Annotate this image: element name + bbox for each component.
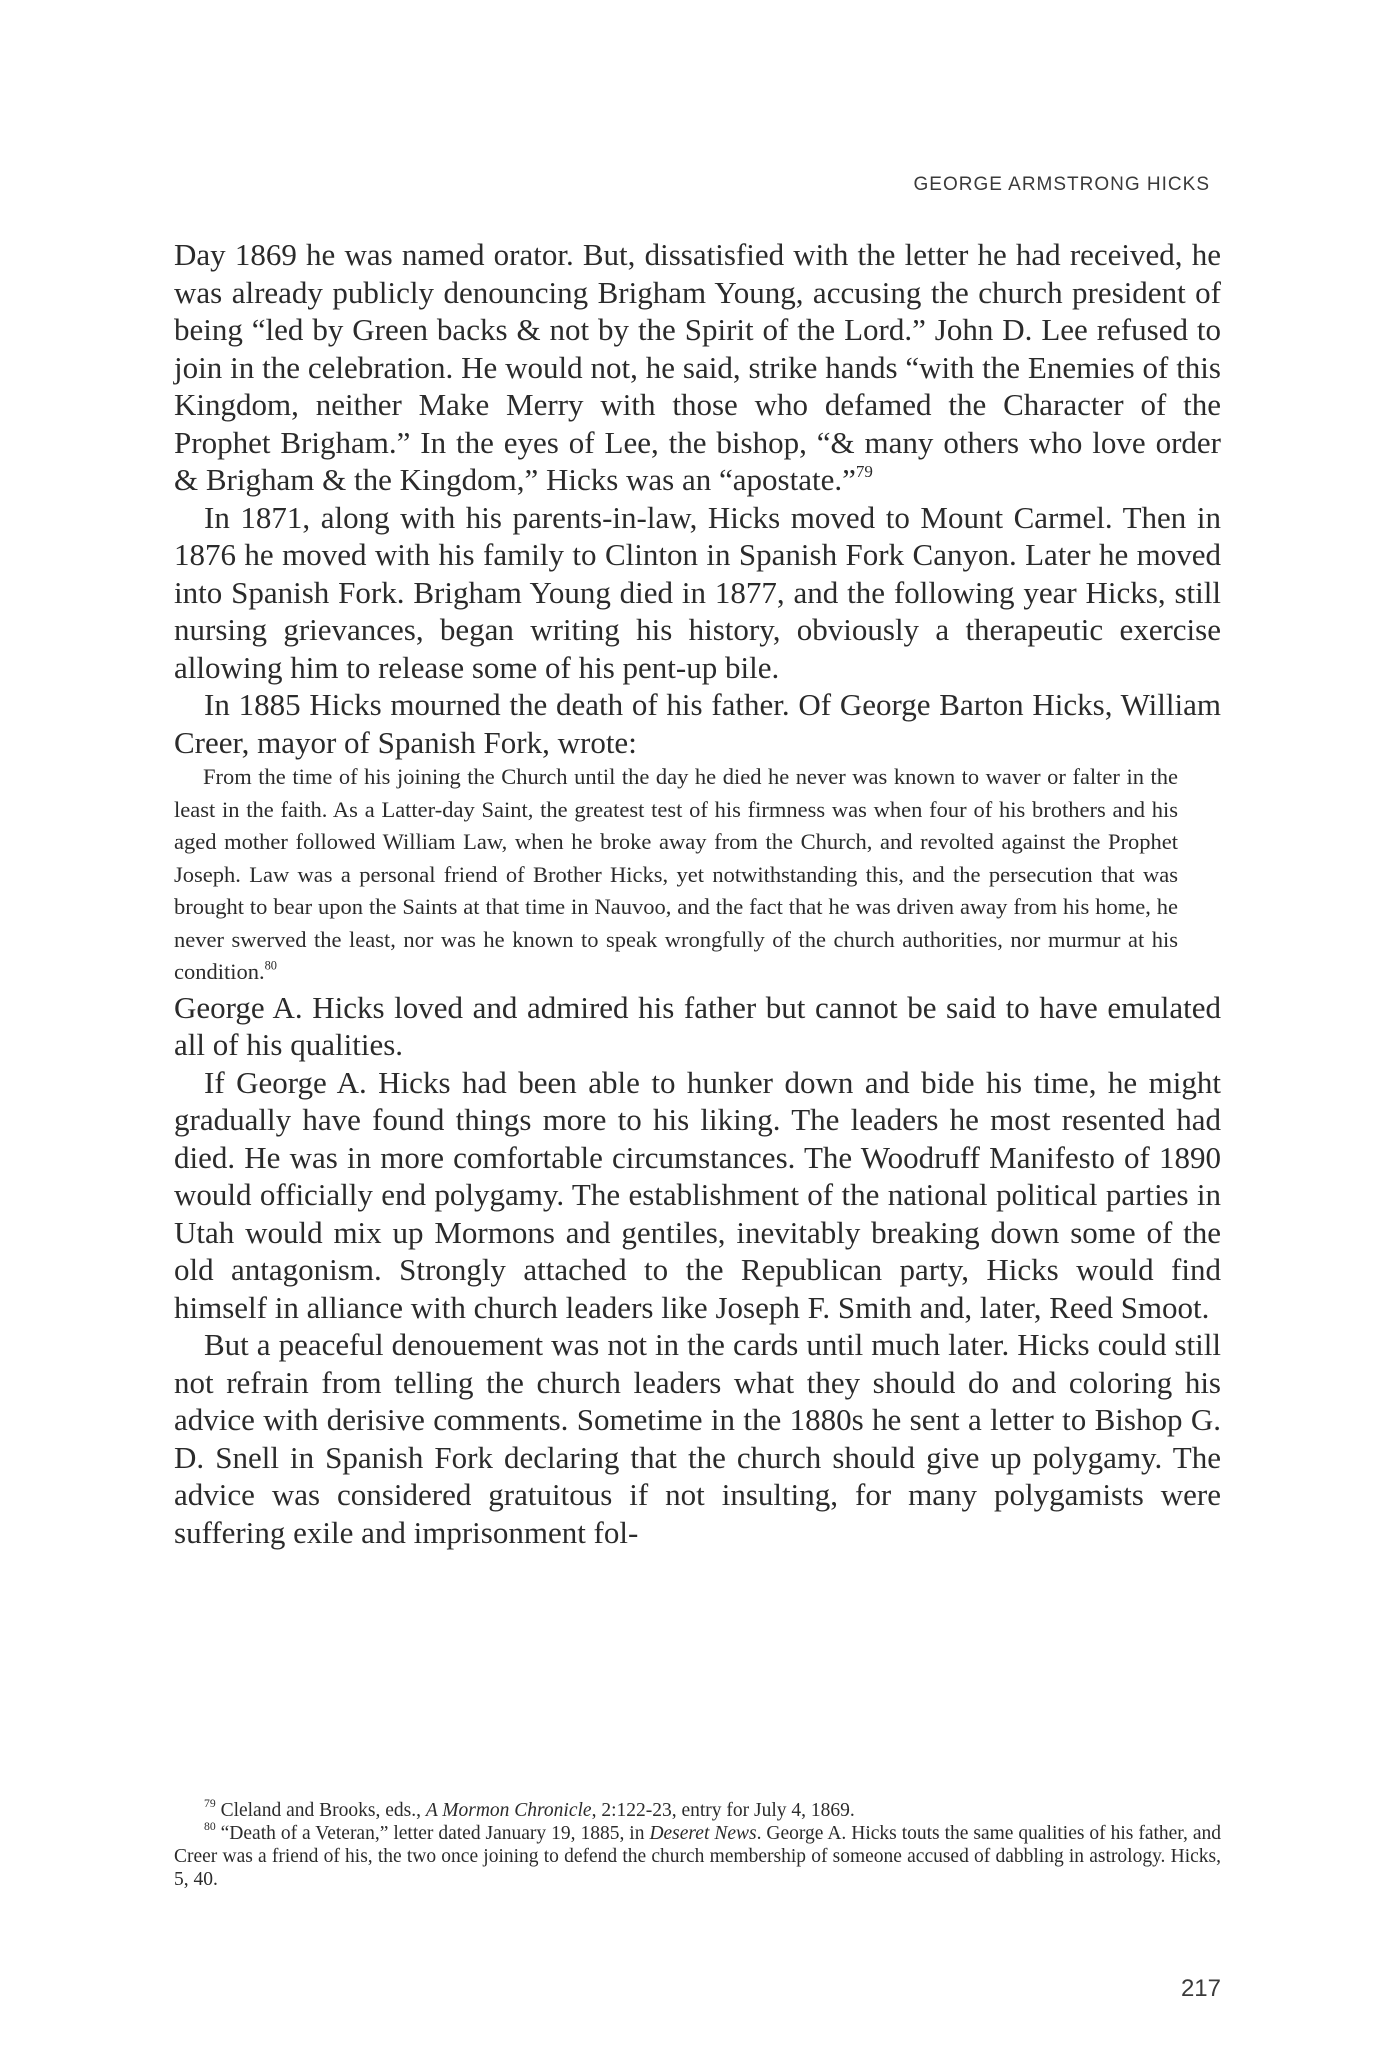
footnote-80-mark: 80 — [204, 1820, 216, 1834]
paragraph-2: In 1871, along with his parents-in-law, Hicks moved to Mount Carmel. Then in 1876 he moved with his family to Clinton in Spanish Fork Canyon. Later he moved into Spanish Fork. Brigham Young died in 1877, and the following year Hicks, still nursing grievances, began writing his history, obviously a therapeutic exercise allowing him to release some of his pent-up bile. — [174, 499, 1221, 685]
footnote-80-title: Deseret News — [649, 1823, 757, 1844]
paragraph-1 — [174, 236, 1221, 499]
footnote-80-tail: . George A. Hicks touts the same qualities of his father, and Creer was a friend of his, the two once joining to defend the church membership of someone accused of dabbling in astrology. Hicks, 5, 40. — [174, 1823, 1222, 1890]
running-head: GEORGE ARMSTRONG HICKS — [913, 174, 1210, 195]
footnote-79-tail: , 2:122-23, entry for July 4, 1869. — [591, 1800, 855, 1821]
footnote-79-text: Cleland and Brooks, eds., — [220, 1800, 426, 1821]
footnote-ref-79: 79 — [855, 462, 873, 482]
page-number: 217 — [1180, 1975, 1221, 2002]
paragraph-4: George A. Hicks loved and admired his father but cannot be said to have emulated all of his qualities. — [174, 989, 1221, 1062]
footnote-80-text: “Death of a Veteran,” letter dated January 19, 1885, in — [220, 1823, 650, 1844]
paragraph-6: But a peaceful denouement was not in the cards until much later. Hicks could still not refrain from telling the church leaders what they should do and coloring his advice with derisive comments. Sometime in the 1880s he sent a letter to Bishop G. D. Snell in Spanish Fork declaring that the church should give up polygamy. The advice was considered gratuitous if not insulting, for many polygamists were suffering exile and imprisonment fol- — [174, 1327, 1221, 1550]
block-quote — [174, 761, 1178, 989]
footnote-79-mark: 79 — [204, 1797, 216, 1811]
footnote-80 — [174, 1822, 1221, 1891]
footnote-ref-80: 80 — [264, 958, 277, 973]
paragraph-3: In 1885 Hicks mourned the death of his father. Of George Barton Hicks, William Creer, mayor of Spanish Fork, wrote: — [174, 687, 1221, 760]
footnote-79 — [174, 1799, 1221, 1822]
paragraph-5: If George A. Hicks had been able to hunker down and bide his time, he might gradually have found things more to his liking. The leaders he most resented had died. He was in more comfortable circumstances. The Woodruff Manifesto of 1890 would officially end polygamy. The establishment of the national political parties in Utah would mix up Mormons and gentiles, inevitably breaking down some of the old antagonism. Strongly attached to the Republican party, Hicks would find himself in alliance with church leaders like Joseph F. Smith and, later, Reed Smoot. — [174, 1064, 1221, 1325]
footnote-79-title: A Mormon Chronicle — [425, 1800, 592, 1821]
footnotes — [174, 1799, 1221, 1891]
paragraph-1-text: Day 1869 he was named orator. But, dissatisfied with the letter he had received, he was already publicly denouncing Brigham Young, accusing the church president of being “led by Green backs & not by the Spirit of the Lord.” John D. Lee refused to join in the celebration. He would not, he said, strike hands “with the Enemies of this Kingdom, neither Make Merry with those who defamed the Character of the Prophet Brigham.” In the eyes of Lee, the bishop, “& many others who love order & Brigham & the Kingdom,” Hicks was an “apostate.” — [174, 237, 1221, 497]
block-quote-text: From the time of his joining the Church until the day he died he never was known to waver or falter in the least in the faith. As a Latter-day Saint, the greatest test of his firmness was when four of his brothers and his aged mother followed William Law, when he broke away from the Church, and revolted against the Prophet Joseph. Law was a personal friend of Brother Hicks, yet notwithstanding this, and the persecution that was brought to bear upon the Saints at that time in Nauvoo, and the fact that he was driven away from his home, he never swerved the least, nor was he known to speak wrongfully of the church authorities, nor murmur at his condition. — [174, 764, 1178, 984]
main-text — [174, 236, 1221, 1551]
